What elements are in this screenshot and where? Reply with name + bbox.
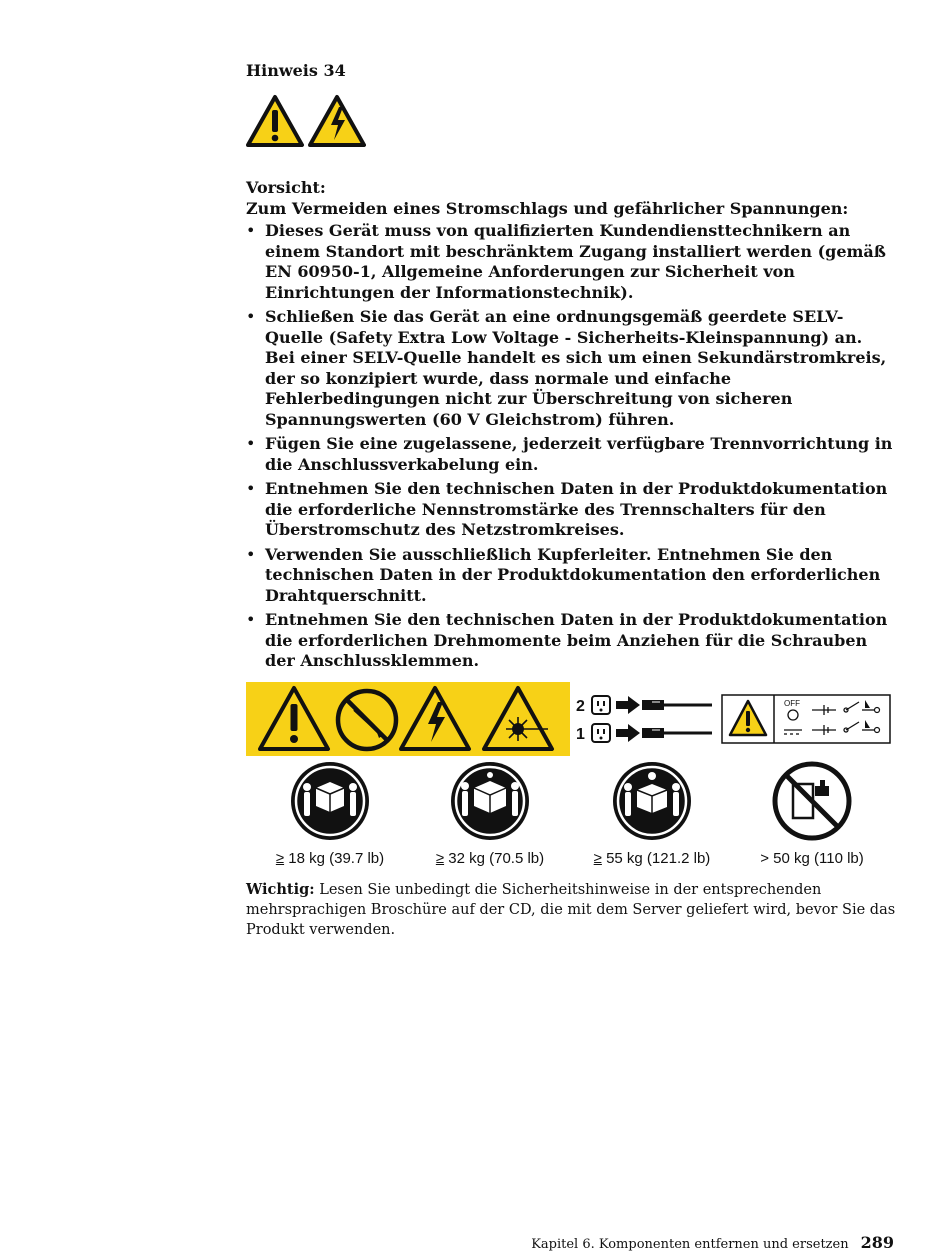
weight-item-2: ≥ 32 kg (70.5 lb) xyxy=(410,760,570,867)
svg-text:1: 1 xyxy=(576,726,585,743)
warning-icons xyxy=(246,94,366,152)
power-cord-1-icon xyxy=(576,724,712,743)
caution-block xyxy=(246,178,894,676)
disconnect-label-icon xyxy=(722,695,890,743)
caution-intro: Zum Vermeiden eines Stromschlags und gefährlicher Spannungen: xyxy=(246,198,849,218)
caution-triangle-icon xyxy=(248,97,302,145)
chapter-title: Kapitel 6. Komponenten entfernen und ersetzen xyxy=(531,1237,849,1252)
list-item: • Entnehmen Sie den technischen Daten in der Produktdokumentation die erforderlichen Drehmomente beim Anziehen für die Schrauben der Anschlussklemmen. xyxy=(246,610,888,670)
page-footer xyxy=(531,1233,894,1252)
important-label: Wichtig: xyxy=(246,881,315,898)
important-note xyxy=(246,880,896,940)
list-item: • Verwenden Sie ausschließlich Kupferleiter. Entnehmen Sie den technischen Daten in der Produktdokumentation den erforderlichen Drahtquerschnitt. xyxy=(246,544,881,605)
electrical-hazard-icon xyxy=(310,97,364,145)
svg-text:OFF: OFF xyxy=(784,699,800,708)
no-lifting-icon xyxy=(771,760,853,842)
weight-item-4: > 50 kg (110 lb) xyxy=(732,760,892,867)
important-text: Lesen Sie unbedingt die Sicherheitshinweise in der entsprechenden mehrsprachigen Broschüre auf der CD, die mit dem Server geliefert wird, bevor Sie das Produkt verwenden. xyxy=(246,882,896,938)
weight-item-3: ≥ 55 kg (121.2 lb) xyxy=(572,760,732,867)
caution-heading: Vorsicht: xyxy=(246,178,326,197)
two-person-lift-icon xyxy=(289,760,371,842)
notice-title: Hinweis 34 xyxy=(246,61,346,80)
lifting-weight-row xyxy=(246,760,892,867)
two-person-lift-icon xyxy=(449,760,531,842)
weight-item-1: ≥ 18 kg (39.7 lb) xyxy=(250,760,410,867)
list-item: • Fügen Sie eine zugelassene, jederzeit verfügbare Trennvorrichtung in die Anschlussverkabelung ein. xyxy=(246,434,893,474)
list-item: • Entnehmen Sie den technischen Daten in der Produktdokumentation die erforderliche Nennstromstärke des Trennschalters für den Überstromschutz des Netzstromkreises. xyxy=(246,479,888,539)
caution-list xyxy=(246,221,894,672)
page-number: 289 xyxy=(860,1233,894,1252)
power-cord-2-icon xyxy=(576,696,712,715)
list-item: • Dieses Gerät muss von qualifizierten Kundendiensttechnikern an einem Standort mit beschränktem Zugang installiert werden (gemäß EN 60950-1, Allgemeine Anforderungen zur Sicherheit von Einrichtungen der Informationstechnik). xyxy=(246,221,886,302)
svg-text:2: 2 xyxy=(576,698,585,715)
safety-label-strip xyxy=(246,682,892,758)
list-item: • Schließen Sie das Gerät an eine ordnungsgemäß geerdete SELV-Quelle (Safety Extra Low Voltage - Sicherheits-Kleinspannung) an. Bei einer SELV-Quelle handelt es sich um einen Sekundärstromkreis, der so konzipiert wurde, dass normale und einfache Fehlerbedingungen nicht zur Überschreitung von sicheren Spannungswerten (60 V Gleichstrom) führen. xyxy=(246,307,887,429)
three-person-lift-icon xyxy=(611,760,693,842)
